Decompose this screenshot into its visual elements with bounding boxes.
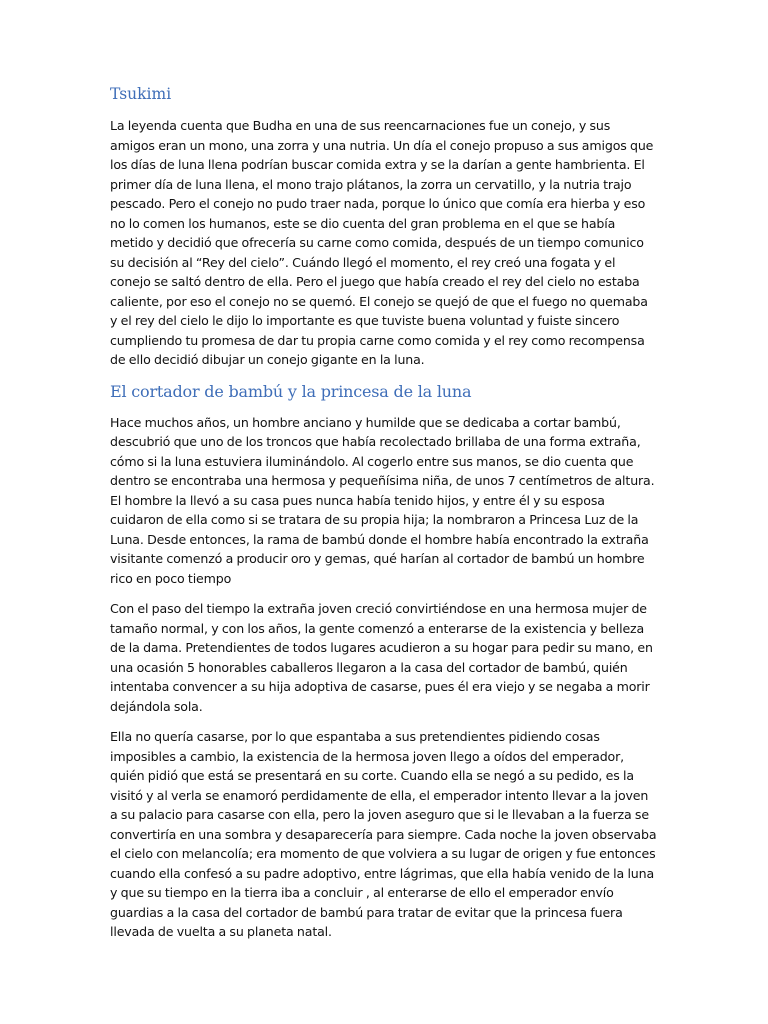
cortador-paragraph-1: Hace muchos años, un hombre anciano y humilde que se dedicaba a cortar bambú, descubrió que uno de los troncos que había recolectado brillaba de una forma extraña, cómo si la luna estuviera iluminándolo. Al cogerlo entre sus manos, se dio cuenta que dentro se encontraba una hermosa y pequeñísima niña, de unos 7 centímetros de altura. El hombre la llevó a su casa pues nunca había tenido hijos, y entre él y su esposa cuidaron de ella como si se tratara de su propia hija; la nombraron a Princesa Luz de la Luna. Desde entonces, la rama de bambú donde el hombre había encontrado la extraña visitante comenzó a producir oro y gemas, qué harían al cortador de bambú un hombre rico en poco tiempo (110, 414, 655, 586)
section-title-tsukimi: Tsukimi (110, 85, 172, 103)
cortador-paragraph-3: Ella no quería casarse, por lo que espantaba a sus pretendientes pidiendo cosas imposibles a cambio, la existencia de la hermosa joven llego a oídos del emperador, quién pidió que está se presentará en su corte. Cuando ella se negó a su pedido, es la visitó y al verla se enamoró perdidamente de ella, el emperador intento llevar a la joven a su palacio para casarse con ella, pero la joven aseguro que si le llevaban a la fuerza se convertiría en una sombra y desaparecería para siempre. Cada noche la joven observaba el cielo con melancolía; era momento de que volviera a su lugar de origen y fue entonces cuando ella confesó a su padre adoptivo, entre lágrimas, que ella había venido de la luna y que su tiempo en la tierra iba a concluir , al enterarse de ello el emperador envío guardias a la casa del cortador de bambú para tratar de evitar que la princesa fuera llevada de vuelta a su planeta natal. (110, 729, 657, 939)
document-page (110, 84, 658, 953)
cortador-paragraph-2: Con el paso del tiempo la extraña joven creció convirtiéndose en una hermosa mujer de tamaño normal, y con los años, la gente comenzó a enterarse de la existencia y belleza de la dama. Pretendientes de todos lugares acudieron a su hogar para pedir su mano, en una ocasión 5 honorables caballeros llegaron a la casa del cortador de bambú, quién intentaba convencer a su hija adoptiva de casarse, pues él era viejo y se negaba a morir dejándola sola. (110, 601, 653, 714)
tsukimi-paragraph: La leyenda cuenta que Budha en una de sus reencarnaciones fue un conejo, y sus amigos eran un mono, una zorra y una nutria. Un día el conejo propuso a sus amigos que los días de luna llena podrían buscar comida extra y se la darían a gente hambrienta. El primer día de luna llena, el mono trajo plátanos, la zorra un cervatillo, y la nutria trajo pescado. Pero el conejo no pudo traer nada, porque lo único que comía era hierba y eso no lo comen los humanos, este se dio cuenta del gran problema en el que se había metido y decidió que ofrecería su carne como comida, después de un tiempo comunico su decisión al “Rey del cielo”. Cuándo llegó el momento, el rey creó una fogata y el conejo se saltó dentro de ella. Pero el juego que había creado el rey del cielo no estaba caliente, por eso el conejo no se quemó. El conejo se quejó de que el fuego no quemaba y el rey del cielo le dijo lo importante es que tuviste buena voluntad y fuiste sincero cumpliendo tu promesa de dar tu propia carne como comida y el rey como recompensa de ello decidió dibujar un conejo gigante en la luna. (110, 118, 654, 367)
section-title-cortador-de-bambu: El cortador de bambú y la princesa de la luna (110, 381, 472, 401)
